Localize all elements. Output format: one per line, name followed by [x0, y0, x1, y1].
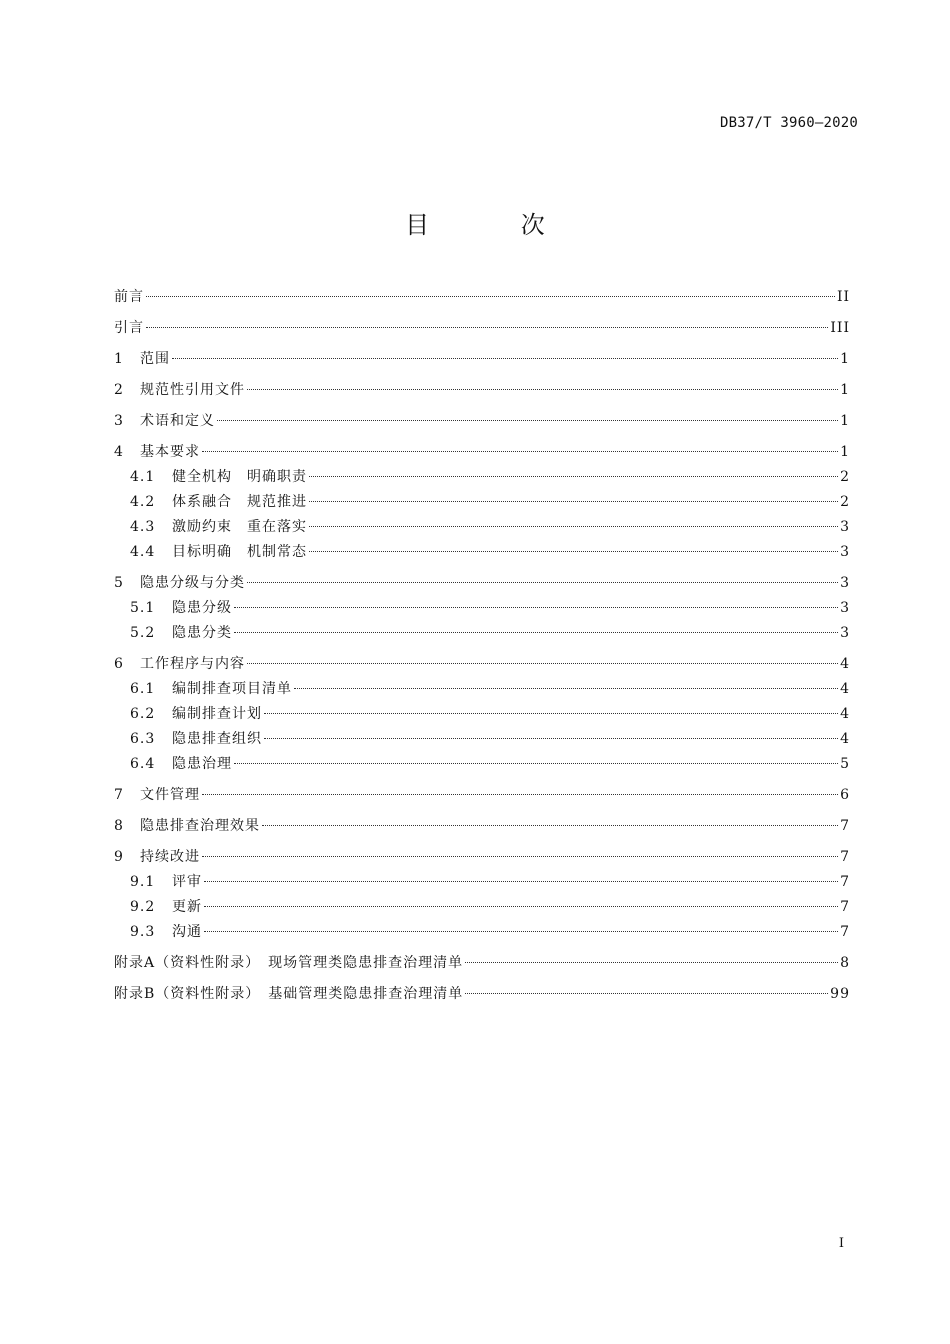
toc-entry[interactable] — [114, 953, 850, 973]
toc-entry-title: 隐患排查组织 — [172, 731, 262, 747]
page-title: 目 次 — [405, 211, 587, 239]
toc-entry-page: 3 — [840, 625, 850, 641]
toc-entry-page: 6 — [840, 787, 850, 803]
toc-entry-title: 引言 — [114, 320, 144, 336]
toc-entry[interactable] — [114, 467, 850, 487]
toc-entry[interactable] — [114, 287, 850, 307]
dot-leader — [247, 389, 838, 390]
dot-leader — [217, 420, 838, 421]
toc-entry-page: 8 — [840, 955, 850, 971]
toc-entry[interactable] — [114, 754, 850, 774]
toc-entry-title: 隐患排查治理效果 — [140, 818, 260, 834]
toc-entry-title: 编制排查计划 — [172, 706, 262, 722]
footer-page-number: I — [838, 1236, 844, 1251]
toc-entry-number: 6.4 — [130, 756, 156, 772]
toc-entry-page: 7 — [840, 924, 850, 940]
toc-entry-number: 6 — [114, 656, 123, 672]
dot-leader — [234, 763, 838, 764]
toc-entry-page: 2 — [840, 469, 850, 485]
toc-entry-page: 3 — [840, 544, 850, 560]
dot-leader — [172, 358, 838, 359]
toc-entry[interactable] — [114, 785, 850, 805]
toc-entry-page: 3 — [840, 575, 850, 591]
dot-leader — [264, 738, 838, 739]
toc-entry[interactable] — [114, 349, 850, 369]
toc-entry-title: 前言 — [114, 289, 144, 305]
dot-leader — [309, 476, 838, 477]
dot-leader — [202, 451, 838, 452]
toc-entry[interactable] — [114, 922, 850, 942]
toc-entry[interactable] — [114, 729, 850, 749]
toc-entry-title: 编制排查项目清单 — [172, 681, 292, 697]
dot-leader — [247, 582, 838, 583]
toc-entry[interactable] — [114, 623, 850, 643]
toc-entry-title: 更新 — [172, 899, 202, 915]
toc-entry-title: 规范性引用文件 — [140, 382, 245, 398]
toc-entry-number: 4.2 — [130, 494, 156, 510]
toc-entry-title: 持续改进 — [140, 849, 200, 865]
toc-entry-page: 4 — [840, 656, 850, 672]
toc-entry[interactable] — [114, 380, 850, 400]
toc-entry-page: 4 — [840, 731, 850, 747]
toc-entry[interactable] — [114, 679, 850, 699]
toc-entry-title: 评审 — [172, 874, 202, 890]
toc-entry-number: 5 — [114, 575, 123, 591]
toc-entry-title: 隐患分类 — [172, 625, 232, 641]
toc-entry-number: 9.1 — [130, 874, 156, 890]
toc-entry-number: 2 — [114, 382, 123, 398]
toc-entry[interactable] — [114, 984, 850, 1004]
toc-entry[interactable] — [114, 492, 850, 512]
toc-entry-number: 5.1 — [130, 600, 156, 616]
toc-entry-number: 9.2 — [130, 899, 156, 915]
toc-entry-page: 99 — [830, 986, 850, 1002]
dot-leader — [264, 713, 838, 714]
toc-entry-page: 1 — [840, 382, 850, 398]
dot-leader — [262, 825, 838, 826]
toc-entry-title: 隐患治理 — [172, 756, 232, 772]
toc-entry-title: 附录B（资料性附录） 基础管理类隐患排查治理清单 — [114, 986, 464, 1002]
toc-entry-page: 7 — [840, 849, 850, 865]
toc-entry-page: 1 — [840, 351, 850, 367]
toc-entry-page: 4 — [840, 681, 850, 697]
toc-entry-page: 7 — [840, 874, 850, 890]
toc-entry-title: 体系融合 规范推进 — [172, 494, 307, 510]
toc-entry[interactable] — [114, 704, 850, 724]
document-code: DB37/T 3960—2020 — [719, 115, 858, 131]
dot-leader — [204, 881, 838, 882]
toc-entry-number: 9.3 — [130, 924, 156, 940]
dot-leader — [465, 962, 838, 963]
toc-entry-number: 3 — [114, 413, 123, 429]
toc-entry-title: 隐患分级 — [172, 600, 232, 616]
toc-entry-number: 1 — [114, 351, 123, 367]
toc-entry-page: 3 — [840, 519, 850, 535]
toc-entry[interactable] — [114, 816, 850, 836]
toc-entry-title: 术语和定义 — [140, 413, 215, 429]
toc-entry[interactable] — [114, 442, 850, 462]
toc-entry-page: 4 — [840, 706, 850, 722]
toc-entry[interactable] — [114, 654, 850, 674]
dot-leader — [202, 856, 838, 857]
dot-leader — [247, 663, 838, 664]
toc-entry-number: 8 — [114, 818, 123, 834]
toc-entry-page: 1 — [840, 413, 850, 429]
toc-entry-page: 2 — [840, 494, 850, 510]
dot-leader — [204, 906, 838, 907]
toc-entry-number: 4.4 — [130, 544, 156, 560]
dot-leader — [309, 551, 838, 552]
dot-leader — [146, 327, 828, 328]
dot-leader — [204, 931, 838, 932]
toc-entry-title: 附录A（资料性附录） 现场管理类隐患排查治理清单 — [114, 955, 464, 971]
toc-entry-page: 7 — [840, 899, 850, 915]
toc-entry-title: 隐患分级与分类 — [140, 575, 245, 591]
toc-entry-title: 工作程序与内容 — [140, 656, 245, 672]
dot-leader — [309, 501, 838, 502]
dot-leader — [294, 688, 838, 689]
toc-entry[interactable] — [114, 598, 850, 618]
toc-entry-title: 沟通 — [172, 924, 202, 940]
toc-entry-page: 1 — [840, 444, 850, 460]
toc-entry-title: 文件管理 — [140, 787, 200, 803]
toc-entry-number: 4.3 — [130, 519, 156, 535]
toc-entry-number: 6.3 — [130, 731, 156, 747]
toc-entry-page: II — [836, 289, 850, 305]
toc-entry-number: 5.2 — [130, 625, 156, 641]
toc-entry-title: 健全机构 明确职责 — [172, 469, 307, 485]
toc-entry-title: 范围 — [140, 351, 170, 367]
dot-leader — [234, 632, 838, 633]
dot-leader — [309, 526, 838, 527]
toc-entry-number: 9 — [114, 849, 123, 865]
table-of-contents — [114, 287, 850, 1004]
toc-entry-page: III — [830, 320, 850, 336]
toc-entry-number: 6.1 — [130, 681, 156, 697]
dot-leader — [146, 296, 835, 297]
toc-entry[interactable] — [114, 872, 850, 892]
toc-entry[interactable] — [114, 847, 850, 867]
toc-entry-number: 4 — [114, 444, 123, 460]
toc-entry-number: 7 — [114, 787, 123, 803]
dot-leader — [202, 794, 838, 795]
toc-entry[interactable] — [114, 318, 850, 338]
dot-leader — [465, 993, 828, 994]
toc-entry[interactable] — [114, 517, 850, 537]
toc-entry-page: 5 — [840, 756, 850, 772]
toc-entry-page: 7 — [840, 818, 850, 834]
toc-entry[interactable] — [114, 897, 850, 917]
dot-leader — [234, 607, 838, 608]
toc-entry-title: 激励约束 重在落实 — [172, 519, 307, 535]
toc-entry[interactable] — [114, 411, 850, 431]
toc-entry-page: 3 — [840, 600, 850, 616]
toc-entry[interactable] — [114, 573, 850, 593]
toc-entry-number: 6.2 — [130, 706, 156, 722]
toc-entry-title: 目标明确 机制常态 — [172, 544, 307, 560]
toc-entry[interactable] — [114, 542, 850, 562]
toc-entry-number: 4.1 — [130, 469, 156, 485]
toc-entry-title: 基本要求 — [140, 444, 200, 460]
